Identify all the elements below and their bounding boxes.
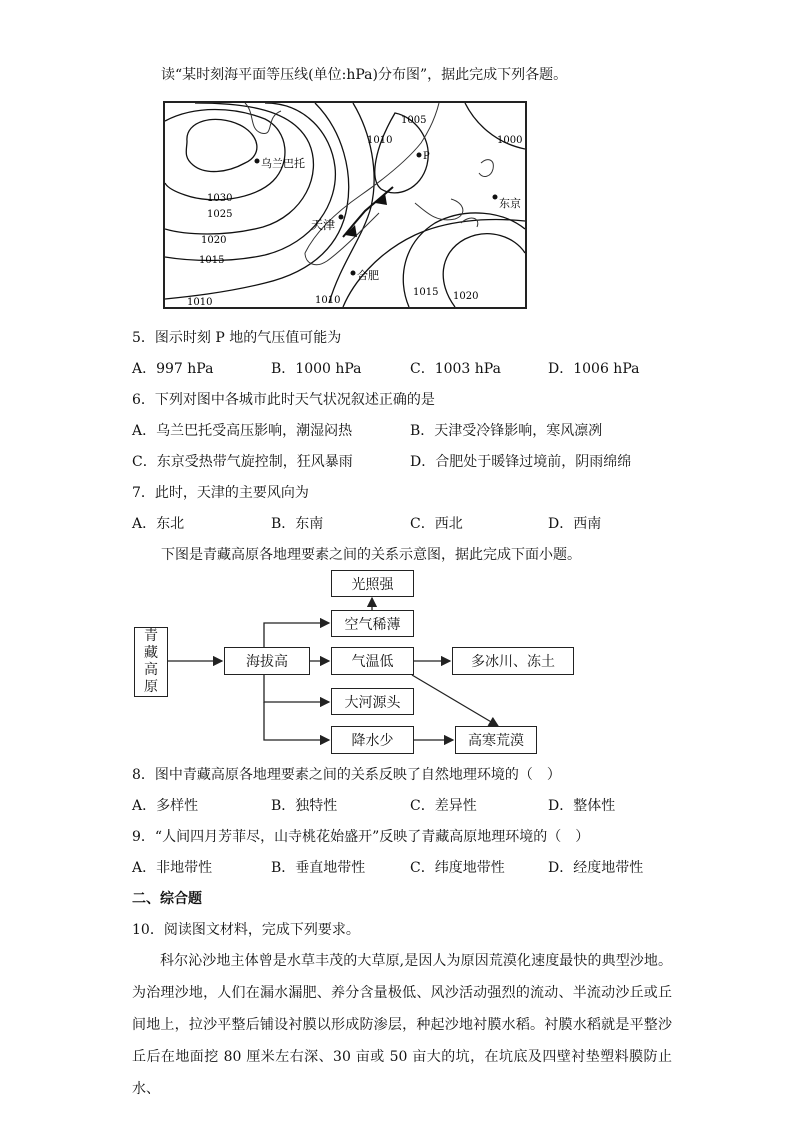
section-heading-comprehensive: 二、综合题 <box>132 891 202 907</box>
q8-option-d[interactable]: D．整体性 <box>548 798 616 814</box>
question-10-material: 科尔沁沙地主体曾是水草丰茂的大草原,是因人为原因荒漠化速度最快的典型沙地。为治理沙地，人们在漏水漏肥、养分含量极低、风沙活动强烈的流动、半流动沙丘或丘间地上，拉沙平整后铺设衬膜以形成防渗层，种起沙地衬膜水稻。衬膜水稻就是平整沙丘后在地面挖 80 厘米左右深、30 亩或 50 亩大的坑，在坑底及四壁衬垫塑料膜防止水、 <box>132 953 672 1097</box>
q6-option-a[interactable]: A．乌兰巴托受高压影响，潮湿闷热 <box>132 423 353 439</box>
isobar-label-1015: 1015 <box>199 255 225 266</box>
question-9-stem: 9．“人间四月芳菲尽，山寺桃花始盛开”反映了青藏高原地理环境的（ ） <box>132 829 590 845</box>
q9-option-a[interactable]: A．非地带性 <box>132 860 213 876</box>
plateau-char-4: 原 <box>144 679 158 695</box>
isobar-label-1020: 1020 <box>201 235 227 246</box>
q7-option-a[interactable]: A．东北 <box>132 516 185 532</box>
box-low-temperature: 气温低 <box>331 647 414 675</box>
box-thin-air: 空气稀薄 <box>331 610 414 637</box>
isobar-label-1030: 1030 <box>207 193 233 204</box>
question-5-stem: 5．图示时刻 P 地的气压值可能为 <box>132 330 342 346</box>
q7-option-c[interactable]: C．西北 <box>410 516 463 532</box>
plateau-char-1: 青 <box>144 628 158 644</box>
city-hefei: 合肥 <box>357 269 379 282</box>
q5-option-d[interactable]: D．1006 hPa <box>548 361 640 377</box>
q8-option-a[interactable]: A．多样性 <box>132 798 199 814</box>
question-8-stem: 8．图中青藏高原各地理要素之间的关系反映了自然地理环境的（ ） <box>132 767 561 783</box>
box-glaciers-permafrost: 多冰川、冻土 <box>452 647 574 675</box>
city-p: P <box>423 151 430 162</box>
city-tokyo: 东京 <box>499 197 521 210</box>
q8-option-b[interactable]: B．独特性 <box>271 798 338 814</box>
box-qinghai-tibet-plateau <box>134 627 168 697</box>
question-7-stem: 7．此时，天津的主要风向为 <box>132 485 309 501</box>
intro-text-2: 下图是青藏高原各地理要素之间的关系示意图，据此完成下面小题。 <box>161 547 581 563</box>
city-ulaanbaatar: 乌兰巴托 <box>261 157 305 170</box>
q7-option-d[interactable]: D．西南 <box>548 516 602 532</box>
isobar-label-1010-bottom: 1010 <box>315 295 341 306</box>
isobar-label-1025: 1025 <box>207 209 233 220</box>
q6-option-b[interactable]: B．天津受冷锋影响，寒风凛冽 <box>410 423 603 439</box>
q8-option-c[interactable]: C．差异性 <box>410 798 477 814</box>
city-tianjin: 天津 <box>311 218 336 232</box>
box-alpine-desert: 高寒荒漠 <box>455 726 537 754</box>
q9-option-b[interactable]: B．垂直地带性 <box>271 860 366 876</box>
q5-option-a[interactable]: A．997 hPa <box>132 361 214 377</box>
box-less-precipitation: 降水少 <box>331 726 414 754</box>
isobar-label-1005: 1005 <box>401 115 427 126</box>
plateau-char-2: 藏 <box>144 645 158 661</box>
isobar-label-1010-top: 1010 <box>367 135 393 146</box>
box-strong-sunlight: 光照强 <box>331 570 414 597</box>
question-10-stem: 10．阅读图文材料，完成下列要求。 <box>132 922 360 938</box>
q6-option-d[interactable]: D．合肥处于暖锋过境前，阴雨绵绵 <box>410 454 632 470</box>
box-high-altitude: 海拔高 <box>224 647 310 675</box>
question-6-stem: 6．下列对图中各城市此时天气状况叙述正确的是 <box>132 392 435 408</box>
intro-text-1: 读“某时刻海平面等压线(单位:hPa)分布图”，据此完成下列各题。 <box>161 67 568 83</box>
q9-option-d[interactable]: D．经度地带性 <box>548 860 644 876</box>
isobar-label-1010-left: 1010 <box>187 297 213 307</box>
isobar-label-1020-right: 1020 <box>453 291 479 302</box>
isobar-label-1015-right: 1015 <box>413 287 439 298</box>
q9-option-c[interactable]: C．纬度地带性 <box>410 860 505 876</box>
q5-option-c[interactable]: C．1003 hPa <box>410 361 501 377</box>
plateau-char-3: 高 <box>144 662 158 678</box>
box-river-source: 大河源头 <box>331 688 414 715</box>
q7-option-b[interactable]: B．东南 <box>271 516 324 532</box>
q6-option-c[interactable]: C．东京受热带气旋控制，狂风暴雨 <box>132 454 353 470</box>
q5-option-b[interactable]: B．1000 hPa <box>271 361 362 377</box>
isobar-label-1000: 1000 <box>497 135 523 146</box>
